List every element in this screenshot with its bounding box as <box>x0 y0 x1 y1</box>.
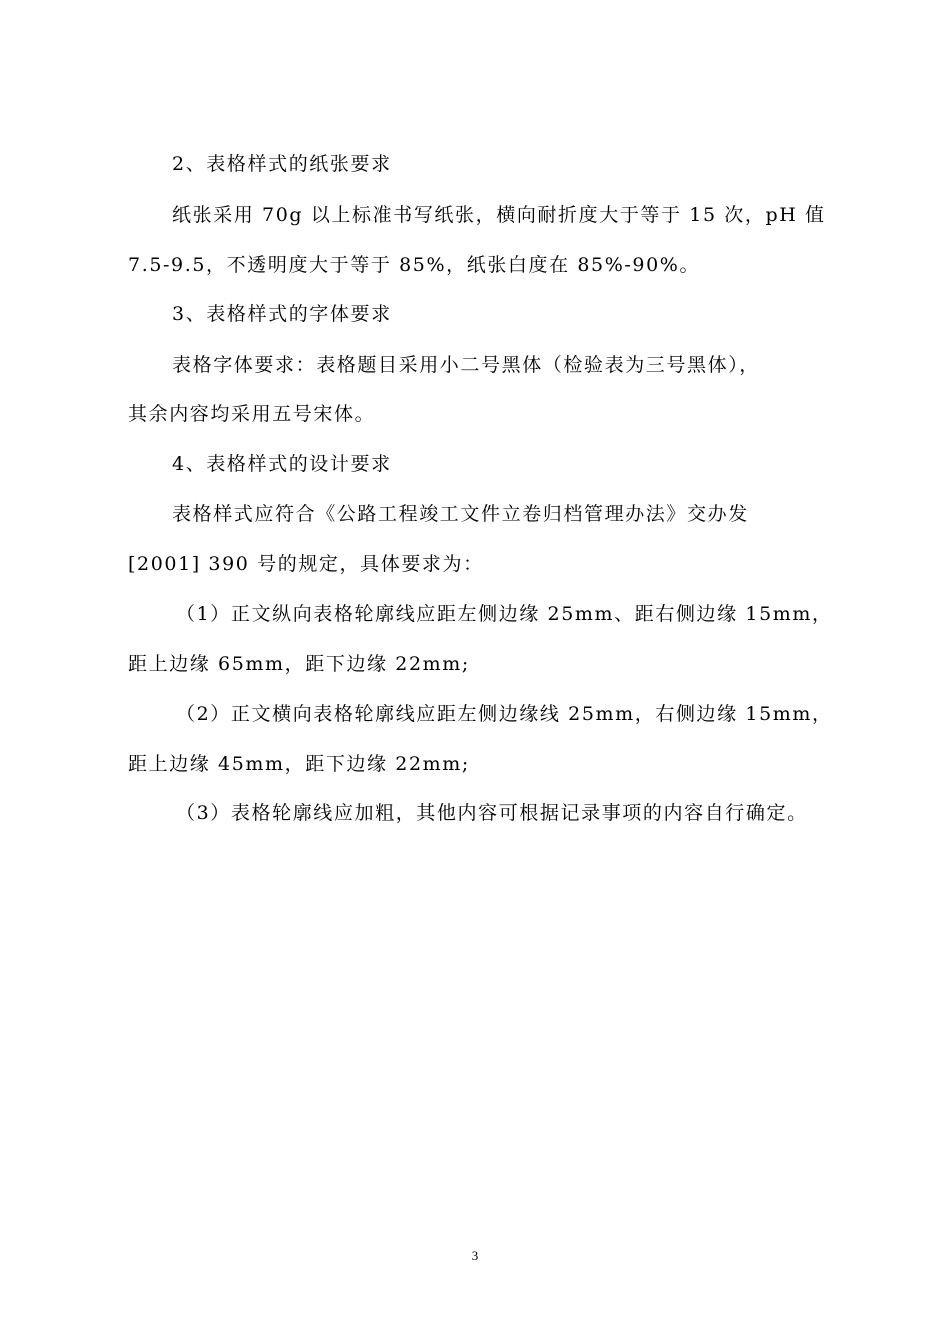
paragraph-line: [2001] 390 号的规定，具体要求为： <box>128 553 484 575</box>
heading-paper-requirements: 2、表格样式的纸张要求 <box>172 153 392 175</box>
paragraph-line: 表格字体要求：表格题目采用小二号黑体（检验表为三号黑体）， <box>172 354 760 376</box>
paragraph-line: 表格样式应符合《公路工程竣工文件立卷归档管理办法》交办发 <box>172 503 749 525</box>
list-item-line: 距上边缘 65mm，距下边缘 22mm; <box>128 653 470 675</box>
list-item-line: （2）正文横向表格轮廓线应距左侧边缘线 25mm，右侧边缘 15mm， <box>176 703 833 725</box>
paragraph-line: 其余内容均采用五号宋体。 <box>128 403 376 425</box>
list-item-line: （1）正文纵向表格轮廓线应距左侧边缘 25mm、距右侧边缘 15mm， <box>176 603 833 625</box>
heading-font-requirements: 3、表格样式的字体要求 <box>172 303 392 325</box>
list-item-line: 距上边缘 45mm，距下边缘 22mm; <box>128 753 470 775</box>
page-number: 3 <box>471 1248 479 1263</box>
heading-design-requirements: 4、表格样式的设计要求 <box>172 453 392 475</box>
list-item-line: （3）表格轮廓线应加粗，其他内容可根据记录事项的内容自行确定。 <box>176 802 808 824</box>
paragraph-line: 7.5-9.5，不透明度大于等于 85%，纸张白度在 85%-90%。 <box>128 254 701 276</box>
paragraph-line: 纸张采用 70g 以上标准书写纸张，横向耐折度大于等于 15 次，pH 值 <box>172 204 826 226</box>
